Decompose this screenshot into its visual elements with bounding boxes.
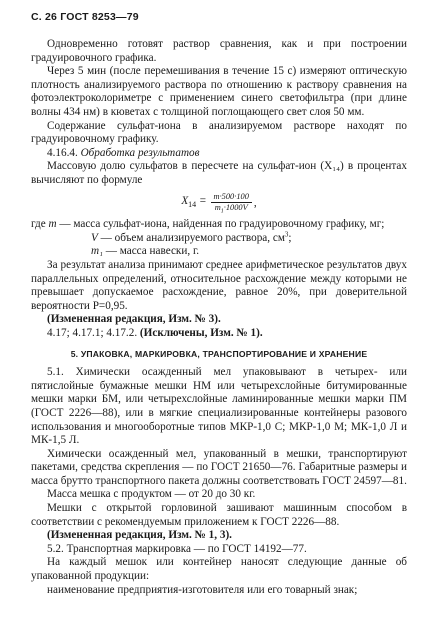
paragraph-measurement: Через 5 мин (после перемешивания в течение 15 с) измеряют оптическую плотность анализируемого раствора по отношению к раствору сравнения на фотоэлектроколориметре с применением синего светофильтра (при длине волны 434 нм) в кюветах с толщиной поглощающего свет слоя 50 мм. xyxy=(31,65,407,118)
amendment-note-3: (Измененная редакция, Изм. № 3). xyxy=(47,313,221,326)
paragraph-result: За результат анализа принимают среднее арифметическое результатов двух параллельных определений, относительное расхождение между которыми не превышает допускаемое расхождение, равное 20%, при доверительной вероятности P=0,95. xyxy=(31,258,407,312)
paragraph-5-1: 5.1. Химически осажденный мел упаковывают в четырех- или пятислойные бумажные мешки НМ или четырехслойные битумированные мешки марки БМ, или четырехслойные ламинированные мешки марки ПМ (ГОСТ 2226—88), или в мягкие специализированные контейнеры разового использования и многооборотные типов МКР-1,0 С; МКР-1,0 М; МК-1,0 Л и МК-1,5 Л. xyxy=(31,366,407,447)
section-heading-5: 5. УПАКОВКА, МАРКИРОВКА, ТРАНСПОРТИРОВАНИЕ И ХРАНЕНИЕ xyxy=(70,348,368,359)
formula xyxy=(31,192,407,217)
paragraph-5-1-sewing: Мешки с открытой горловиной зашивают машинным способом в соответствии с рекомендуемым приложением к ГОСТ 2226—88. xyxy=(31,502,407,528)
formula-numerator: m·500·100 xyxy=(211,192,252,203)
where-v: V — объем анализируемого раствора, $см^3$; xyxy=(91,230,292,244)
formula-comma: , xyxy=(253,197,257,210)
where-intro: где xyxy=(31,218,46,231)
where-m-text: — масса сульфат-иона, найденная по градуировочному графику, мг; xyxy=(59,218,385,231)
page-header: С. 26 ГОСТ 8253—79 xyxy=(31,11,139,23)
where-m xyxy=(31,218,407,232)
paragraph-5-1-transport: Химически осажденный мел, упакованный в мешки, транспортируют пакетами, средства скрепления — по ГОСТ 21650—76. Габаритные размеры и масса брутто транспортного пакета должны соответствовать ГОСТ 24597—81. xyxy=(31,447,407,487)
where-m-symbol: m xyxy=(48,218,57,231)
formula-denominator: $m_1\cdot 1000V$ xyxy=(214,202,248,215)
where-m1: m₁ — масса навески, г. xyxy=(91,245,200,258)
subsection-title: Обработка результатов xyxy=(80,146,200,159)
paragraph-formula-intro: Массовую долю сульфатов в пересчете на сульфат-ион (X₁₄) в процентах вычисляют по формуле xyxy=(31,160,407,186)
paragraph-sulfate-content: Содержание сульфат-иона в анализируемом растворе находят по градуировочному графику. xyxy=(31,119,407,146)
subsection-heading xyxy=(31,147,407,161)
paragraph-5-1-mass: Масса мешка с продуктом — от 20 до 30 кг. xyxy=(47,488,256,501)
excluded-clauses: 4.17; 4.17.1; 4.17.2. (Исключены, Изм. № 1). xyxy=(47,326,263,339)
paragraph-5-2: 5.2. Транспортная маркировка — по ГОСТ 14192—77. xyxy=(47,542,307,555)
paragraph-5-2-data: На каждый мешок или контейнер наносят следующие данные об упакованной продукции: xyxy=(31,556,407,583)
document-body xyxy=(31,38,407,597)
formula-fraction xyxy=(211,192,252,217)
paragraph-5-2-manufacturer: наименование предприятия-изготовителя или его товарный знак; xyxy=(47,583,358,596)
paragraph-reference-solution: Одновременно готовят раствор сравнения, как и при построении градуировочного графика. xyxy=(31,38,407,64)
amendment-note-1-3: (Измененная редакция, Изм. № 1, 3). xyxy=(47,529,232,542)
subsection-number: 4.16.4. xyxy=(47,146,78,159)
formula-lhs: $X_{14}$ = xyxy=(181,195,207,210)
